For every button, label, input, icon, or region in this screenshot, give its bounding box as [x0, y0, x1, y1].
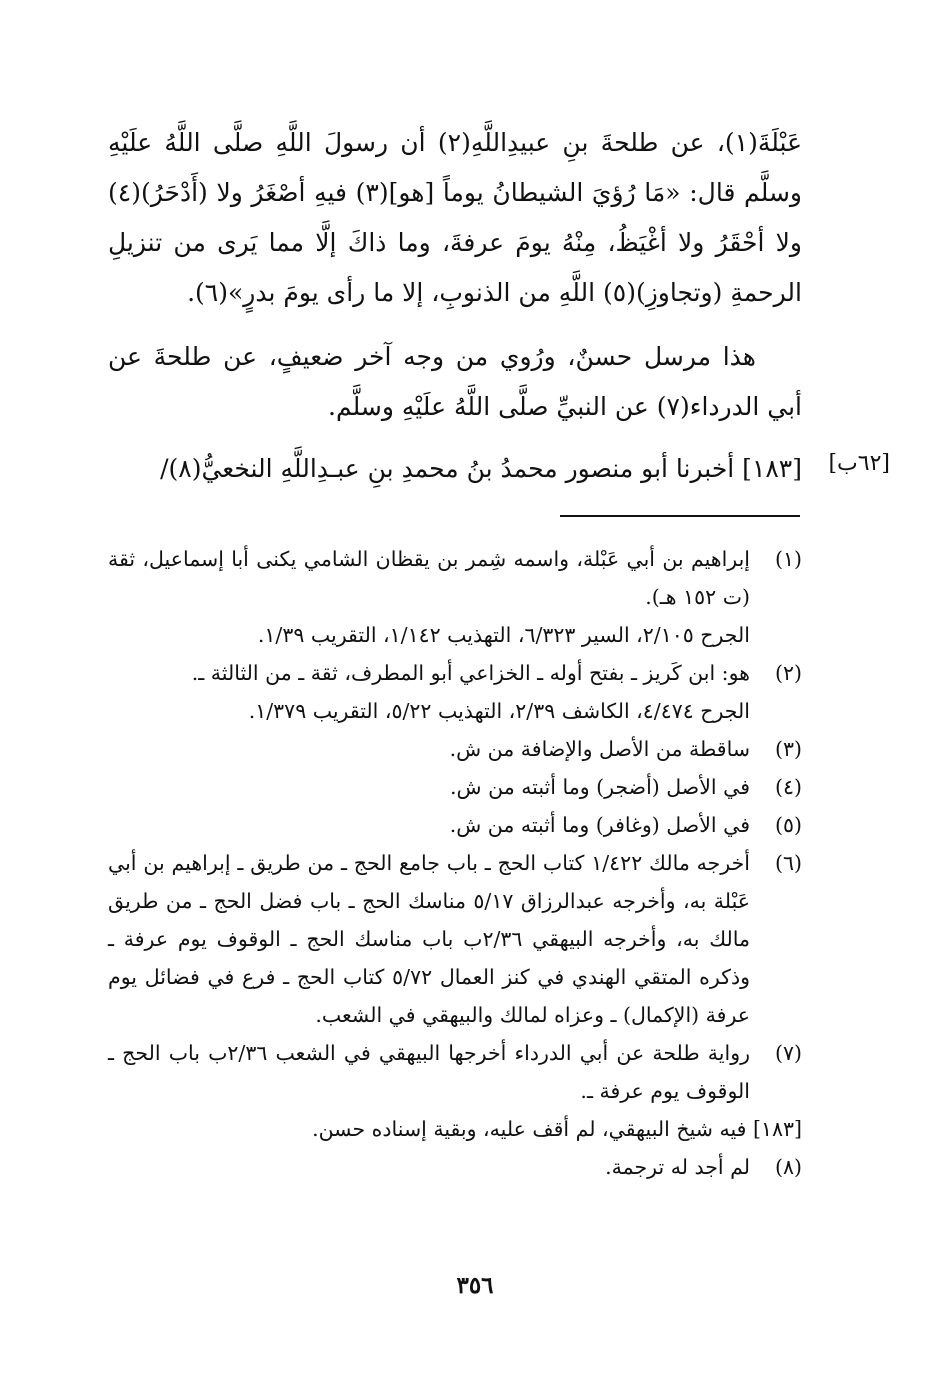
footnote-2 — [108, 654, 802, 692]
footnote-6 — [108, 844, 802, 1034]
footnote-number: (٥) — [774, 813, 802, 837]
footnote-text: ساقطة من الأصل والإضافة من ش. — [449, 737, 750, 761]
footnote-text: أخرجه مالك ١/٤٢٢ كتاب الحج ـ باب جامع الحج ـ من طريق ـ إبراهيم بن أبي عَبْلة به، وأخرجه عبدالرزاق ٥/١٧ مناسك الحج ـ باب فضل الحج ـ من طريق مالك به، وأخرجه البيهقي ٢/٣٦ب باب مناسك الحج ـ الوقوف يوم عرفة ـ وذكره المتقي الهندي في كنز العمال ٥/٧٢ كتاب الحج ـ فرع في فضائل يوم عرفة (الإكمال) ـ وعزاه لمالك والبيهقي في الشعب. — [108, 851, 750, 1027]
footnote-number: (٤) — [774, 775, 802, 799]
main-paragraph-3: [١٨٣] أخبرنا أبو منصور محمدُ بنُ محمدِ بنِ عبـدِاللَّهِ النخعيُّ(٨)/ — [160, 454, 802, 483]
footnotes — [108, 540, 802, 1186]
footnote-divider — [560, 515, 800, 517]
footnote-number: (٧) — [774, 1041, 802, 1065]
commentary-183: [١٨٣] فيه شيخ البيهقي، لم أقف عليه، وبقية إسناده حسن. — [312, 1117, 802, 1141]
footnote-1 — [108, 540, 802, 616]
footnote-number: (٢) — [774, 661, 802, 685]
footnote-number: (٨) — [774, 1155, 802, 1179]
footnote-4 — [108, 768, 802, 806]
footnote-source: الجرح ٤/٤٧٤، الكاشف ٢/٣٩، التهذيب ٥/٢٢، التقريب ١/٣٧٩. — [248, 699, 750, 723]
footnote-text: إبراهيم بن أبي عَبْلة، واسمه شِمر بن يقظان الشامي يكنى أبا إسماعيل، ثقة (ت ١٥٢ هـ). — [108, 547, 750, 609]
footnote-text: هو: ابن كَريز ـ بفتح أوله ـ الخزاعي أبو المطرف، ثقة ـ من الثالثة ـ. — [191, 661, 750, 685]
footnote-number: (٦) — [774, 851, 802, 875]
main-text — [108, 118, 802, 494]
footnote-text: لم أجد له ترجمة. — [605, 1155, 750, 1179]
footnote-source: الجرح ٢/١٠٥، السير ٦/٣٢٣، التهذيب ١/١٤٢، التقريب ١/٣٩. — [257, 623, 750, 647]
footnote-3 — [108, 730, 802, 768]
footnote-text: رواية طلحة عن أبي الدرداء أخرجها البيهقي في الشعب ٢/٣٦ب باب الحج ـ الوقوف يوم عرفة ـ. — [108, 1041, 750, 1103]
page-number: ٣٥٦ — [456, 1272, 494, 1299]
footnote-text: في الأصل (وغافر) وما أثبته من ش. — [449, 813, 750, 837]
manuscript-folio-note: [٦٢ب] — [828, 451, 890, 476]
footnote-7 — [108, 1034, 802, 1110]
footnote-5 — [108, 806, 802, 844]
main-paragraph-2: هذا مرسل حسنٌ، ورُوي من وجه آخر ضعيفٍ، عن طلحةَ عن أبي الدرداء(٧) عن النبيِّ صلَّى اللَّهُ علَيْهِ وسلَّم. — [108, 342, 802, 421]
main-paragraph-1: عَبْلَةَ(١)، عن طلحةَ بنِ عبيدِاللَّهِ(٢) أن رسولَ اللَّهِ صلَّى اللَّهُ علَيْهِ وسلَّم قال: «مَا رُؤيَ الشيطانُ يوماً [هو](٣) فيهِ أصْغَرُ ولا (أَدْحَرُ)(٤) ولا أحْقَرُ ولا أغْيَظُ، مِنْهُ يومَ عرفةَ، وما ذاكَ إلَّا مما يَرى من تنزيلِ الرحمةِ (وتجاوزِ)(٥) اللَّهِ من الذنوبِ، إلا ما رأى يومَ بدرٍ»(٦). — [108, 128, 802, 307]
footnote-text: في الأصل (أضجر) وما أثبته من ش. — [450, 775, 750, 799]
footnote-number: (٣) — [774, 737, 802, 761]
footnote-8 — [108, 1148, 802, 1186]
footnote-number: (١) — [774, 547, 802, 571]
